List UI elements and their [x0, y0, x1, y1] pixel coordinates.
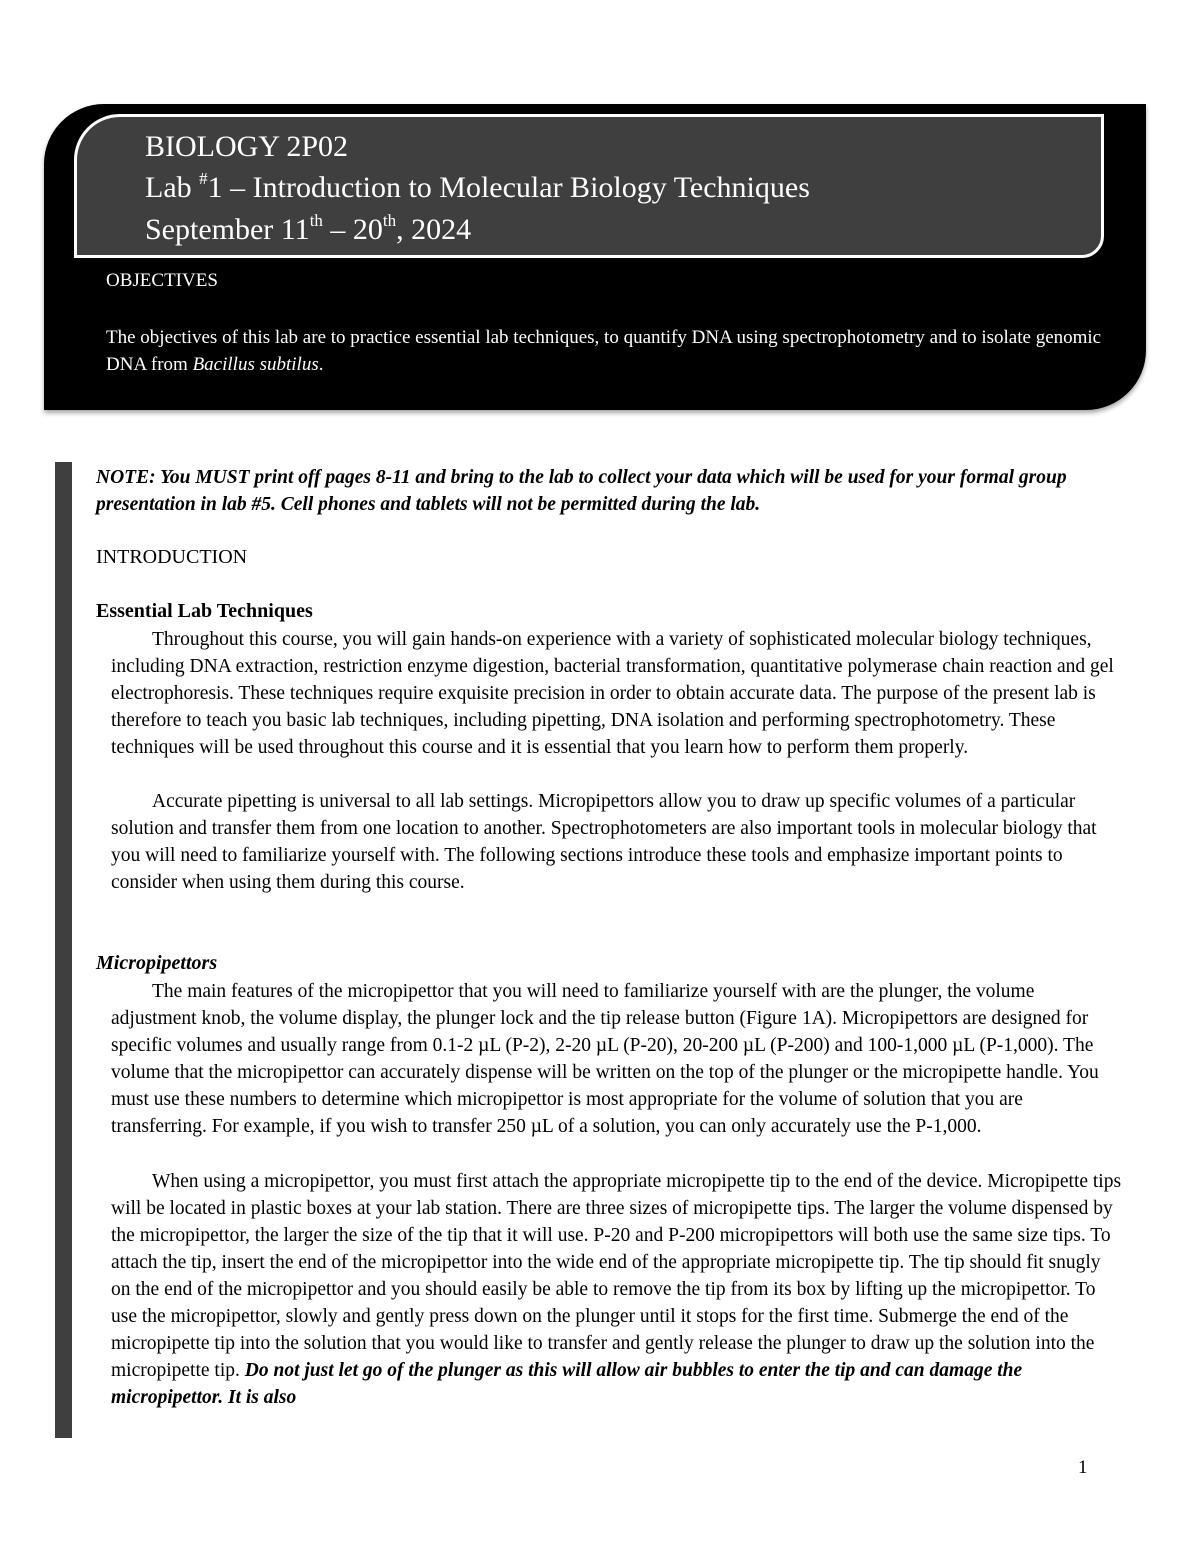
objectives-heading: OBJECTIVES [106, 270, 218, 291]
lab-dates: September 11th – 20th, 2024 [145, 211, 472, 246]
paragraph-essential-2: Accurate pipetting is universal to all lab settings. Micropipettors allow you to draw up specific volumes of a particular solution and transfer them from one location to another. Spectrophotometers are also important tools in molecular biology that you will need to familiarize yourself with. The following sections introduce these tools and emphasize important points to consider when using them during this course. [111, 791, 1097, 893]
paragraph-micropipettors-2: When using a micropipettor, you must first attach the appropriate micropipette tip to the end of the device. Micropipette tips will be located in plastic boxes at your lab station. There are three sizes of micropipette tips. The larger the volume dispensed by the micropipettor, the larger the size of the tip that it will use. P-20 and P-200 micropipettors will both use the same size tips. To attach the tip, insert the end of the micropipettor into the wide end of the appropriate micropipette tip. The tip should fit snugly on the end of the micropipettor and you should easily be able to remove the tip from its box by lifting up the micropipettor. To use the micropipettor, slowly and gently press down on the plunger until it stops for the first time. Submerge the end of the micropipette tip into the solution that you would like to transfer and gently release the plunger to draw up the solution into the micropipette tip. Do not just let go of the plunger as this will allow air bubbles to enter the tip and can damage the micropipettor. It is also [111, 1171, 1122, 1408]
essential-techniques-heading: Essential Lab Techniques [96, 600, 313, 622]
objectives-text: The objectives of this lab are to practice essential lab techniques, to quantify DNA using spectrophotometry and to isolate genomic DNA from Bacillus subtilus. [106, 327, 1102, 375]
course-code: BIOLOGY 2P02 [145, 130, 349, 163]
left-margin-bar [55, 462, 72, 1438]
introduction-heading: INTRODUCTION [96, 546, 248, 568]
print-note: NOTE: You MUST print off pages 8-11 and bring to the lab to collect your data which will be used for your formal group presentation in lab #5. Cell phones and tablets will not be permitted during the lab. [96, 467, 1067, 515]
paragraph-micropipettors-1: The main features of the micropipettor that you will need to familiarize yourself with are the plunger, the volume adjustment knob, the volume display, the plunger lock and the tip release button (Figure 1A). Micropipettors are designed for specific volumes and usually range from 0.1-2 µL (P-2), 2-20 µL (P-20), 20-200 µL (P-200) and 100-1,000 µL (P-1,000). The volume that the micropipettor can accurately dispense will be written on the top of the plunger or the micropipette handle. You must use these numbers to determine which micropipettor is most appropriate for the volume of solution that you are transferring. For example, if you wish to transfer 250 µL of a solution, you can only accurately use the P-1,000. [111, 981, 1099, 1137]
lab-title: Lab #1 – Introduction to Molecular Biology Techniques [145, 169, 810, 204]
page-number: 1 [1078, 1457, 1088, 1478]
micropipettors-heading: Micropipettors [96, 952, 218, 974]
paragraph-essential-1: Throughout this course, you will gain hands-on experience with a variety of sophisticated molecular biology techniques, including DNA extraction, restriction enzyme digestion, bacterial transformation, quantitative polymerase chain reaction and gel electrophoresis. These techniques require exquisite precision in order to obtain accurate data. The purpose of the present lab is therefore to teach you basic lab techniques, including pipetting, DNA isolation and performing spectrophotometry. These techniques will be used throughout this course and it is essential that you learn how to perform them properly. [111, 629, 1114, 758]
